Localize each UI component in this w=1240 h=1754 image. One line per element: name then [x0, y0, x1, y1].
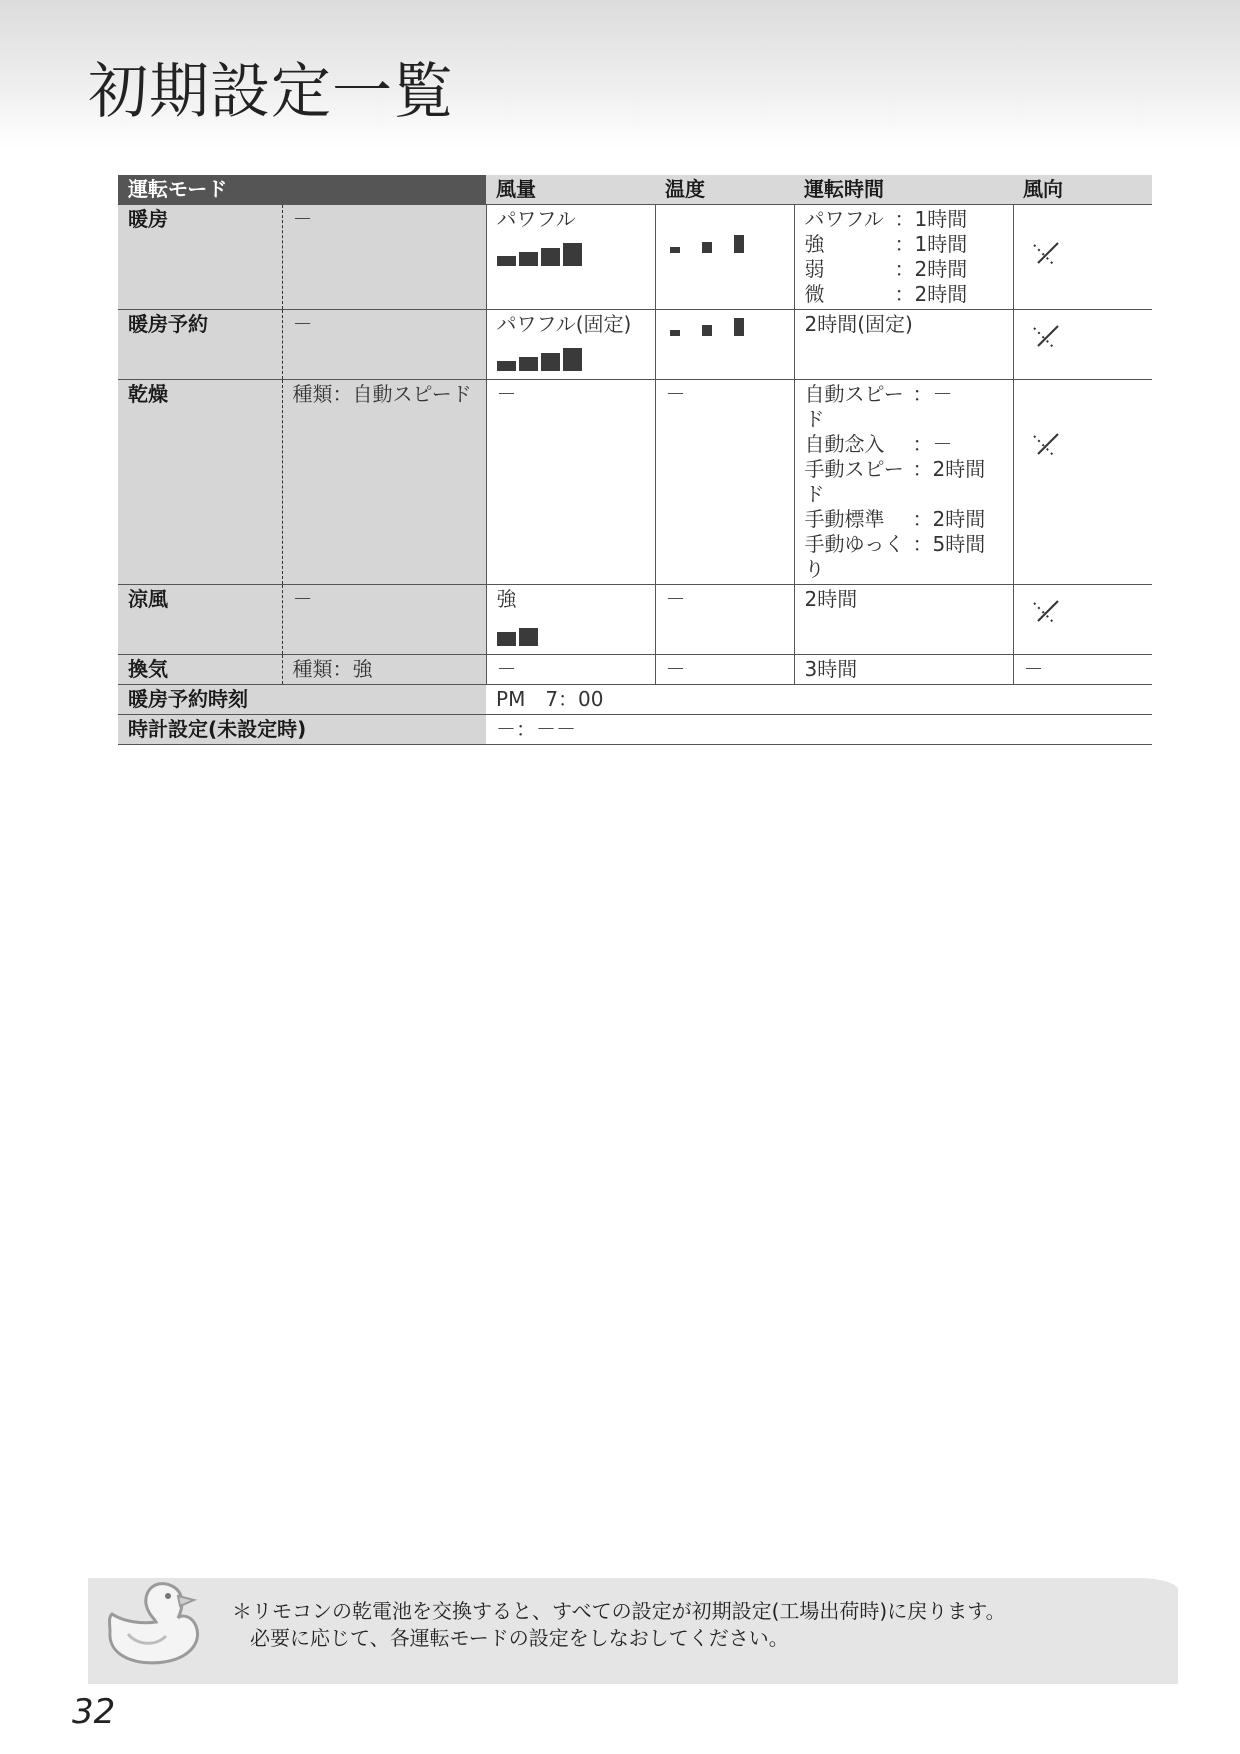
duration-line: 強 ： 1時間 [804, 232, 968, 256]
duration-line: 手動ゆっくり ： 5時間 [804, 532, 986, 581]
duration-cell: 2時間 [794, 585, 1013, 655]
initial-settings-table [118, 175, 1152, 745]
header-mode: 運転モード [118, 175, 486, 205]
duration-cell [794, 205, 1013, 310]
table-row [118, 310, 1152, 380]
airflow-bars-icon [497, 238, 645, 266]
temperature-cell: － [655, 655, 794, 685]
table-row [118, 715, 1152, 745]
temperature-bars-icon [670, 235, 784, 253]
header-temperature: 温度 [655, 175, 794, 205]
page-title: 初期設定一覧 [88, 57, 454, 127]
mode-name: 換気 [118, 655, 282, 685]
duration-line: 手動標準 ： 2時間 [804, 507, 986, 531]
duration-line: 自動スピード ： － [804, 382, 953, 431]
temperature-cell: － [655, 380, 794, 585]
mode-name: 暖房予約 [118, 310, 282, 380]
direction-cell [1013, 380, 1152, 585]
duration-cell [794, 380, 1013, 585]
mode-name: 時計設定(未設定時) [118, 715, 486, 745]
page-number: 32 [72, 1692, 116, 1732]
mode-name: 乾燥 [118, 380, 282, 585]
mode-name: 涼風 [118, 585, 282, 655]
swing-vane-icon [1028, 235, 1064, 271]
mode-sub: － [282, 585, 486, 655]
duration-line: 微 ： 2時間 [804, 282, 968, 306]
table-header-row [118, 175, 1152, 205]
header-direction: 風向 [1013, 175, 1152, 205]
swing-vane-icon [1028, 593, 1064, 629]
mode-sub: 種類：強 [282, 655, 486, 685]
temperature-bars-icon [670, 318, 784, 336]
duration-line: 弱 ： 2時間 [804, 257, 968, 281]
duration-line: 手動スピード ： 2時間 [804, 457, 986, 506]
mode-sub: 種類：自動スピード [282, 380, 486, 585]
airflow-cell [486, 205, 655, 310]
header-duration: 運転時間 [794, 175, 1013, 205]
header-airflow: 風量 [486, 175, 655, 205]
swing-vane-icon [1028, 426, 1064, 462]
swing-vane-icon [1028, 318, 1064, 354]
duration-cell: 3時間 [794, 655, 1013, 685]
mode-name: 暖房予約時刻 [118, 685, 486, 715]
table-row [118, 205, 1152, 310]
direction-cell [1013, 205, 1152, 310]
airflow-cell: － [486, 655, 655, 685]
airflow-label: パワフル(固定) [496, 312, 632, 336]
direction-cell [1013, 310, 1152, 380]
direction-cell: － [1013, 655, 1152, 685]
setting-value: PM 7：00 [486, 685, 1152, 715]
mode-sub: － [282, 310, 486, 380]
footnote-line: ＊リモコンの乾電池を交換すると、すべての設定が初期設定(工場出荷時)に戻ります。 [232, 1599, 1006, 1623]
duration-cell: 2時間(固定) [794, 310, 1013, 380]
setting-value: －：－－ [486, 715, 1152, 745]
airflow-bars-icon [497, 618, 645, 646]
duck-icon [98, 1562, 218, 1672]
temperature-cell [655, 310, 794, 380]
airflow-cell [486, 310, 655, 380]
airflow-bars-icon [497, 343, 645, 371]
airflow-cell: － [486, 380, 655, 585]
airflow-label: パワフル [496, 207, 576, 231]
footnote [232, 1598, 1006, 1652]
duration-line: パワフル ： 1時間 [804, 207, 968, 231]
table-row [118, 655, 1152, 685]
airflow-label: 強 [496, 587, 517, 611]
direction-cell [1013, 585, 1152, 655]
table-row [118, 685, 1152, 715]
duration-line: 自動念入 ： － [804, 432, 953, 456]
footnote-line: 必要に応じて、各運転モードの設定をしなおしてください。 [250, 1626, 789, 1650]
table-row [118, 585, 1152, 655]
airflow-cell [486, 585, 655, 655]
temperature-cell: － [655, 585, 794, 655]
mode-sub: － [282, 205, 486, 310]
table-row [118, 380, 1152, 585]
temperature-cell [655, 205, 794, 310]
mode-name: 暖房 [118, 205, 282, 310]
